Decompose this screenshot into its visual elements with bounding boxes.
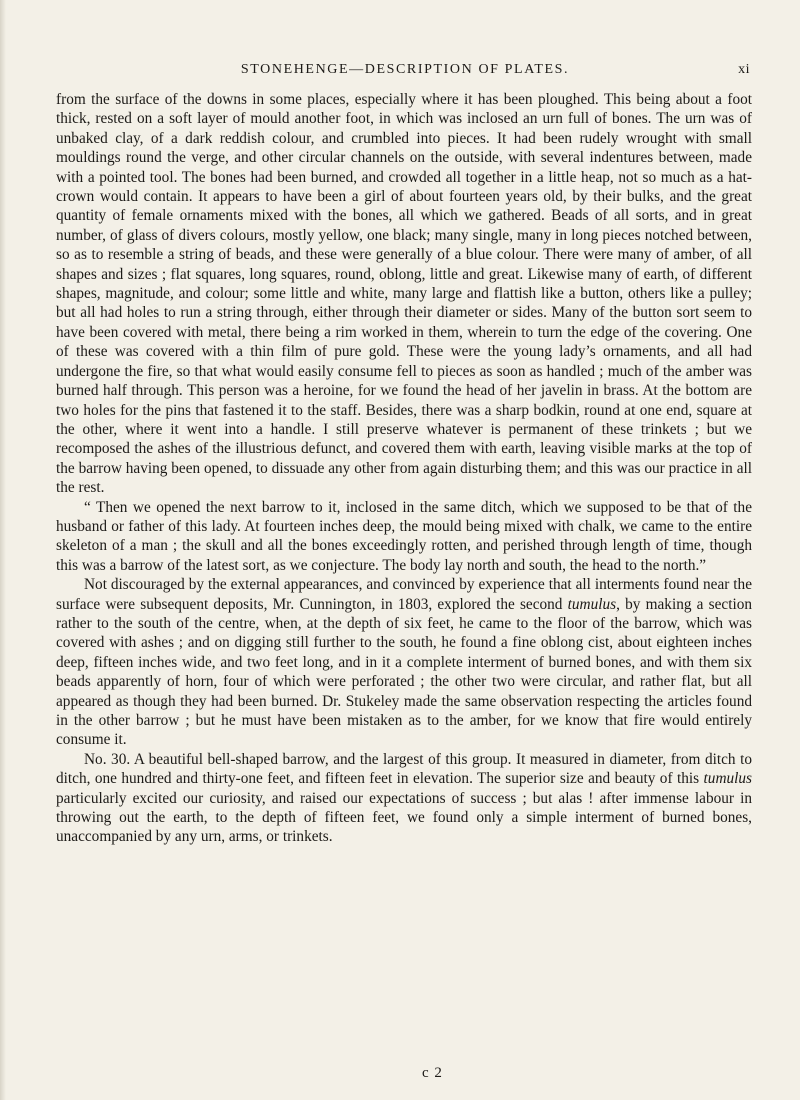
page-number: xi bbox=[738, 62, 750, 77]
gutter-shadow bbox=[0, 0, 6, 1100]
italic-term: tumulus bbox=[703, 770, 752, 788]
text-run: “ Then we opened the next barrow to it, inclosed in the same ditch, which we supposed to be that of the husband or father of this lady. At fourteen inches deep, the mould being mixed with chalk, we came to the entire skeleton of a man ; the skull and all the bones exceedingly rotten, and perished through length of time, though this was a barrow of the latest sort, as we conjecture. The body lay north and south, the head to the north.” bbox=[56, 498, 752, 574]
running-title: STONEHENGE—DESCRIPTION OF PLATES. bbox=[240, 62, 570, 77]
paragraph bbox=[56, 575, 752, 750]
paragraph bbox=[56, 90, 752, 498]
text-run: particularly excited our curiosity, and raised our expectations of success ; but alas ! after immense labour in throwing out the earth, to the depth of fifteen feet, we found only a simple interment of burned bones, unaccompanied by any urn, arms, or trinkets. bbox=[56, 789, 752, 846]
paragraph bbox=[56, 750, 752, 847]
text-run: from the surface of the downs in some places, especially where it has been ploughed. This being about a foot thick, rested on a soft layer of mould another foot, in which was inclosed an urn full of bones. The urn was of unbaked clay, of a dark reddish colour, and crumbled into pieces. It had been rudely wrought with small mouldings round the verge, and other circular channels on the outside, with several indentures between, made with a pointed tool. The bones had been burned, and crowded all together in a little heap, not so much as a hat-crown would contain. It appears to have been a girl of about fourteen years old, by their bulks, and the great quantity of female ornaments mixed with the bones, all which we gathered. Beads of all sorts, and in great number, of glass of divers colours, mostly yellow, one black; many single, many in long pieces notched between, so as to resemble a string of beads, and these were generally of a blue colour. There were many of amber, of all shapes and sizes ; flat squares, long squares, round, oblong, little and great. Likewise many of earth, of different shapes, magnitude, and colour; some little and white, many large and flattish like a button, others like a pulley; but all had holes to run a string through, either through their diameter or sides. Many of the button sort seem to have been covered with metal, there being a rim worked in them, wherein to turn the edge of the covering. One of these was covered with a thin film of pure gold. These were the young lady’s ornaments, and all had undergone the fire, so that what would easily consume fell to pieces as soon as handled ; much of the amber was burned half through. This person was a heroine, for we found the head of her javelin in brass. At the bottom are two holes for the pins that fastened it to the staff. Besides, there was a sharp bodkin, round at one end, square at the other, where it went into a handle. I still preserve whatever is permanent of these trinkets ; but we recomposed the ashes of the illustrious defunct, and covered them with earth, leaving visible marks at the top of the barrow having been opened, to dissuade any other from again disturbing them; and this was our practice in all the rest. bbox=[56, 91, 752, 497]
printer-signature-mark: c 2 bbox=[422, 1065, 443, 1081]
body-text bbox=[56, 90, 752, 847]
paragraph bbox=[56, 498, 752, 576]
text-run: No. 30. A beautiful bell-shaped barrow, and the largest of this group. It measured in diameter, from ditch to ditch, one hundred and thirty-one feet, and fifteen feet in elevation. The superior size and beauty of this bbox=[56, 750, 752, 788]
text-run: Not discouraged by the external appearances, and convinced by experience that all interments found near the surface were subsequent deposits, Mr. Cunnington, in 1803, explored the second bbox=[56, 576, 752, 613]
italic-term: tumulus bbox=[567, 595, 617, 613]
running-head bbox=[60, 62, 750, 82]
text-run: , by making a section rather to the south of the centre, when, at the depth of six feet, he came to the floor of the barrow, which was covered with ashes ; and on digging still further to the south, he found a fine oblong cist, about eighteen inches deep, fifteen inches wide, and two feet long, and in it a complete interment of burned bones, and with them six beads apparently of horn, four of which were perforated ; the other two were circular, and rather flat, but all appeared as though they had been burned. Dr. Stukeley made the same observation respecting the articles found in the other barrow ; but he must have been mistaken as to the amber, for we know that fire would entirely consume it. bbox=[56, 595, 752, 749]
